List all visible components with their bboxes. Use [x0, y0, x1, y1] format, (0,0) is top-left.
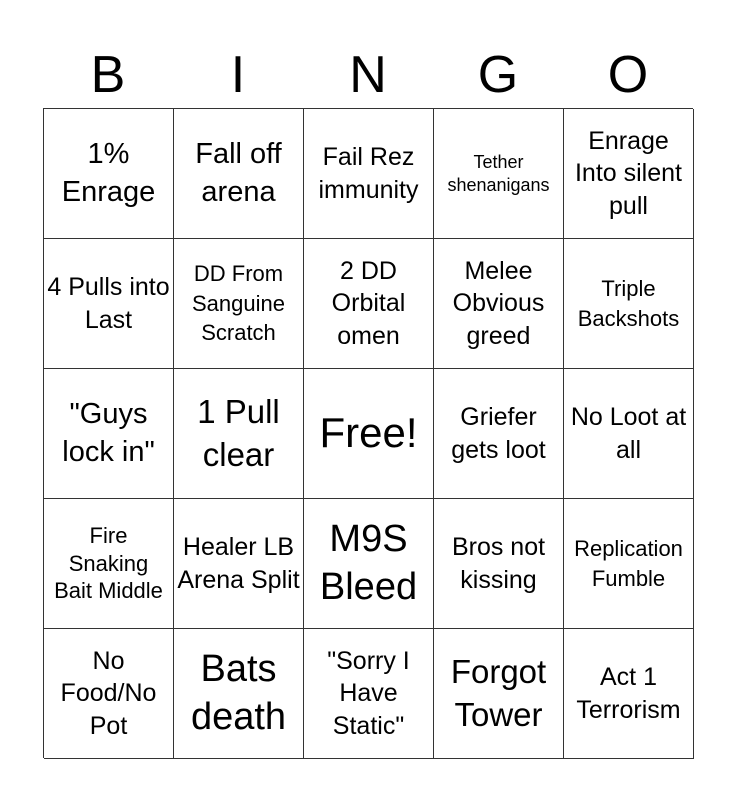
- bingo-cell[interactable]: [564, 369, 694, 499]
- bingo-cell[interactable]: [174, 369, 304, 499]
- bingo-cell[interactable]: [44, 109, 174, 239]
- bingo-cell[interactable]: [174, 629, 304, 759]
- cell-text: "Guys lock in": [62, 397, 155, 468]
- bingo-cell[interactable]: [564, 109, 694, 239]
- cell-text: Fail Rez immunity: [318, 143, 419, 204]
- bingo-cell[interactable]: [304, 499, 434, 629]
- free-space-cell[interactable]: [304, 369, 434, 499]
- bingo-cell[interactable]: [434, 109, 564, 239]
- bingo-cell[interactable]: [304, 239, 434, 369]
- cell-text: M9S Bleed: [319, 518, 418, 608]
- bingo-cell[interactable]: [174, 109, 304, 239]
- cell-text: Bats death: [190, 648, 287, 738]
- cell-text: DD From Sanguine Scratch: [192, 260, 285, 346]
- cell-text: 2 DD Orbital omen: [331, 256, 406, 350]
- header-letter-i: I: [230, 46, 246, 104]
- bingo-cell[interactable]: [44, 629, 174, 759]
- bingo-cell[interactable]: [174, 499, 304, 629]
- header-letter-o: O: [607, 46, 649, 104]
- bingo-cell[interactable]: [304, 109, 434, 239]
- cell-text: Enrage Into silent pull: [574, 126, 682, 220]
- cell-text: No Food/No Pot: [60, 646, 157, 740]
- cell-text: 1% Enrage: [61, 137, 156, 208]
- cell-text: Fire Snaking Bait Middle: [54, 523, 163, 604]
- header-letter-b: B: [90, 46, 126, 104]
- cell-text: Forgot Tower: [450, 652, 547, 733]
- cell-text: Griefer gets loot: [451, 403, 546, 464]
- bingo-cell[interactable]: [434, 239, 564, 369]
- bingo-cell[interactable]: [304, 629, 434, 759]
- header-letter-n: N: [349, 46, 387, 104]
- bingo-cell[interactable]: [44, 369, 174, 499]
- cell-text: Free!: [319, 409, 418, 457]
- cell-text: 4 Pulls into Last: [47, 273, 170, 334]
- bingo-grid: [43, 108, 693, 758]
- bingo-cell[interactable]: [44, 499, 174, 629]
- bingo-cell[interactable]: [434, 499, 564, 629]
- bingo-cell[interactable]: [564, 499, 694, 629]
- header-letter-g: G: [477, 46, 519, 104]
- cell-text: Bros not kissing: [451, 533, 546, 594]
- cell-text: 1 Pull clear: [197, 392, 280, 473]
- cell-text: Tether shenanigans: [447, 152, 550, 195]
- cell-text: Replication Fumble: [574, 535, 683, 591]
- cell-text: No Loot at all: [570, 403, 687, 464]
- cell-text: Fall off arena: [195, 137, 282, 208]
- bingo-cell[interactable]: [174, 239, 304, 369]
- bingo-cell[interactable]: [564, 629, 694, 759]
- bingo-cell[interactable]: [434, 369, 564, 499]
- bingo-cell[interactable]: [564, 239, 694, 369]
- cell-text: Melee Obvious greed: [452, 256, 545, 350]
- cell-text: Triple Backshots: [577, 275, 680, 331]
- cell-text: "Sorry I Have Static": [327, 646, 410, 740]
- cell-text: Healer LB Arena Split: [177, 533, 300, 594]
- bingo-cell[interactable]: [434, 629, 564, 759]
- bingo-header: [43, 42, 693, 108]
- bingo-cell[interactable]: [44, 239, 174, 369]
- cell-text: Act 1 Terrorism: [576, 663, 681, 724]
